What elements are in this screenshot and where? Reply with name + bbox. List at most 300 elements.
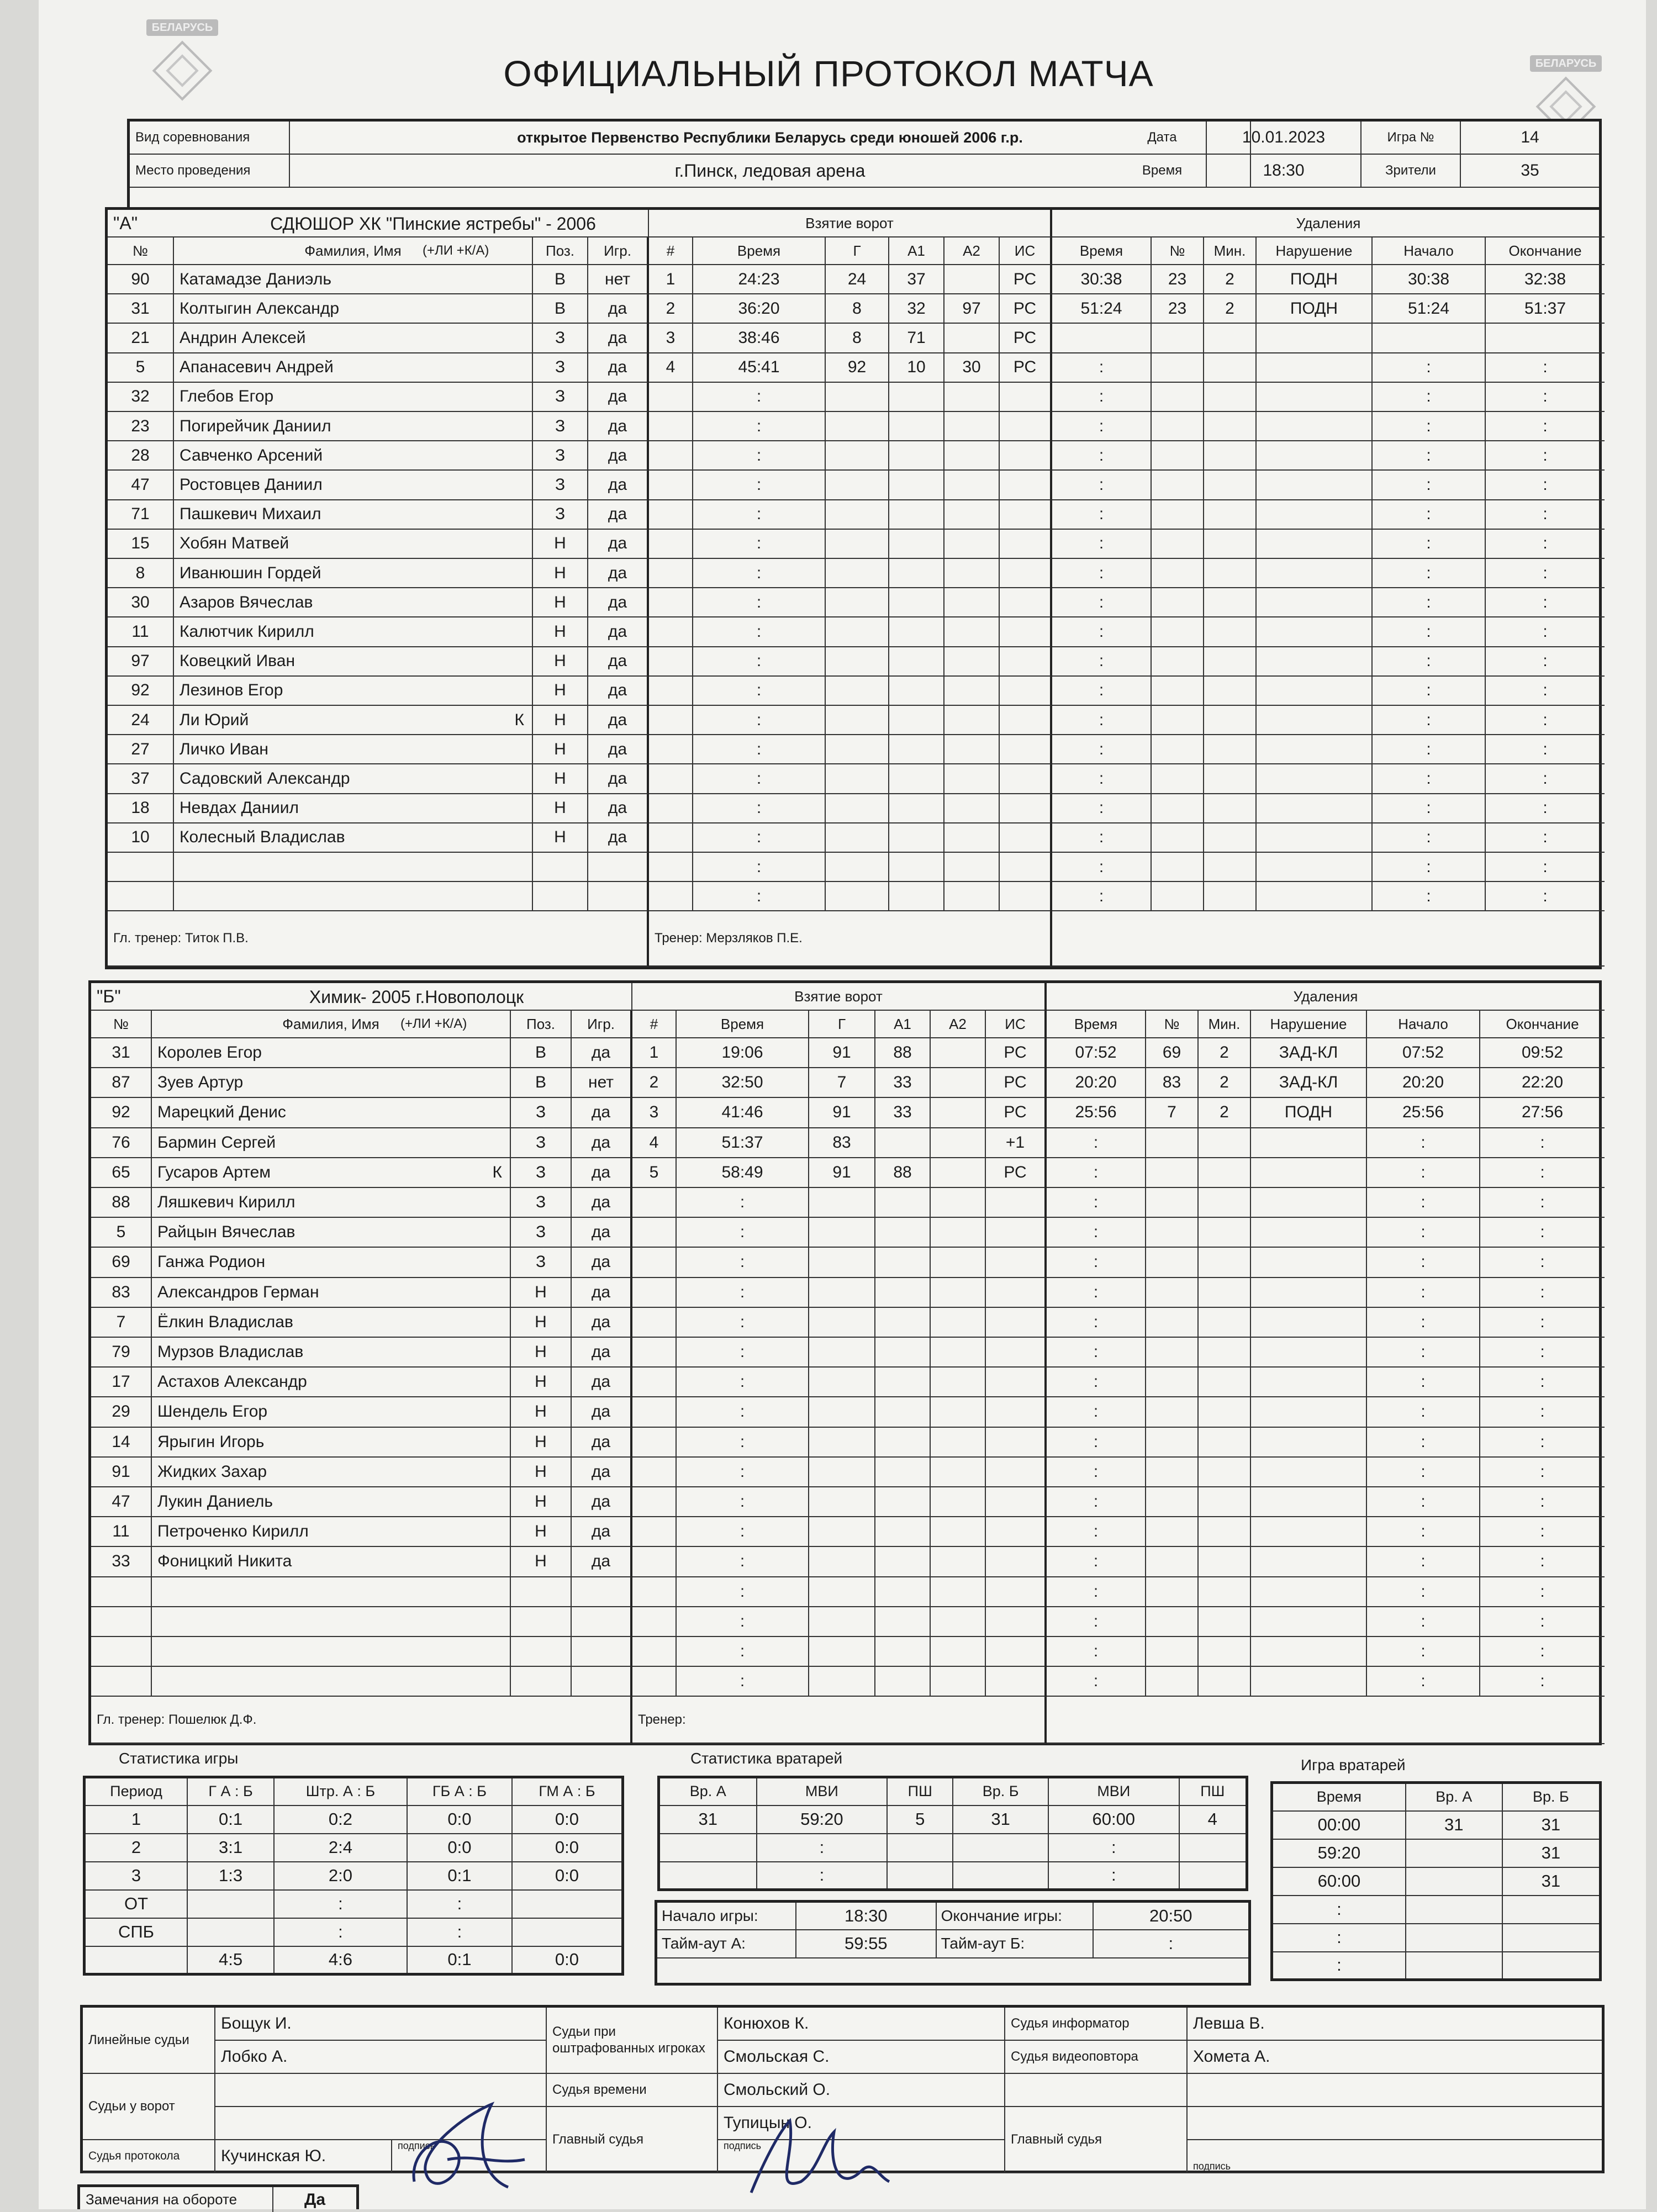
penalty-cell: :	[1486, 588, 1605, 617]
gk-game-table	[1270, 1781, 1602, 1981]
penalty-cell: :	[1047, 1458, 1146, 1487]
goal-cell	[826, 677, 889, 706]
player-played: да	[588, 617, 649, 647]
penalty-cell: :	[1373, 441, 1486, 471]
penalty-cell	[1152, 383, 1204, 412]
player-name: Фоницкий Никита	[152, 1547, 511, 1577]
goal-cell	[1000, 735, 1052, 764]
penalty-cell: :	[1486, 735, 1605, 764]
goal-cell: 5	[632, 1158, 677, 1188]
player-pos	[511, 1667, 572, 1697]
goal-cell	[632, 1577, 677, 1607]
penalty-cell: 07:52	[1047, 1038, 1146, 1068]
penalty-cell: 30:38	[1052, 265, 1152, 294]
penalty-cell: :	[1486, 500, 1605, 530]
penalty-cell	[1257, 617, 1373, 647]
goals-title: Взятие ворот	[632, 983, 1047, 1011]
player-pos: Н	[533, 588, 588, 617]
penalty-cell	[1204, 412, 1257, 441]
penalty-cell: :	[1480, 1547, 1605, 1577]
penalty-col-header: Окончание	[1480, 1011, 1605, 1038]
goal-cell: 10	[889, 353, 944, 383]
penalty-cell	[1199, 1188, 1251, 1218]
penalty-cell: :	[1367, 1517, 1480, 1547]
player-pos: З	[533, 324, 588, 353]
player-pos: В	[533, 294, 588, 324]
penalty-cell	[1373, 324, 1486, 353]
player-no: 47	[108, 471, 174, 500]
stat-cell: 1	[85, 1806, 188, 1834]
goal-cell	[809, 1368, 875, 1397]
goal-cell	[809, 1278, 875, 1308]
stat-header: Штр. А : Б	[274, 1777, 407, 1806]
penalty-cell: :	[1047, 1218, 1146, 1248]
penalty-cell: :	[1480, 1368, 1605, 1397]
goal-cell	[875, 1547, 931, 1577]
penalty-cell	[1251, 1188, 1367, 1218]
penalty-cell: ЗАД-КЛ	[1251, 1038, 1367, 1068]
goal-cell	[826, 735, 889, 764]
penalty-cell: :	[1047, 1637, 1146, 1667]
stat-cell: :	[274, 1890, 407, 1918]
player-played	[572, 1577, 632, 1607]
time-label: Время	[1118, 155, 1207, 188]
penalty-cell	[1199, 1667, 1251, 1697]
goal-cell: :	[677, 1218, 809, 1248]
stat-cell	[1406, 1896, 1502, 1924]
player-pos: З	[511, 1098, 572, 1128]
goal-cell	[826, 794, 889, 823]
penalty-cell: :	[1486, 647, 1605, 677]
goal-cell	[875, 1368, 931, 1397]
goal-cell: РС	[986, 1098, 1047, 1128]
player-no: 90	[108, 265, 174, 294]
goal-cell	[875, 1458, 931, 1487]
goal-cell	[986, 1667, 1047, 1697]
game-no-label: Игра №	[1362, 122, 1461, 155]
goal-cell	[931, 1308, 986, 1338]
player-pos: З	[511, 1158, 572, 1188]
goal-cell	[826, 441, 889, 471]
game-times-table	[655, 1900, 1251, 1986]
referee2-value	[1188, 2107, 1602, 2140]
player-pos: Н	[533, 735, 588, 764]
penalty-cell: :	[1480, 1517, 1605, 1547]
info-judge-label: Судья информатор	[1005, 2008, 1188, 2041]
penalty-cell	[1146, 1637, 1199, 1667]
goal-cell	[944, 559, 1000, 588]
goal-cell: РС	[1000, 324, 1052, 353]
goal-cell: :	[677, 1248, 809, 1277]
player-pos: Н	[511, 1278, 572, 1308]
player-pos: Н	[533, 530, 588, 559]
goal-cell	[809, 1308, 875, 1338]
blank-cell	[1005, 2074, 1188, 2107]
penalty-cell	[1257, 353, 1373, 383]
penalty-cell: :	[1486, 617, 1605, 647]
penalty-cell: :	[1480, 1278, 1605, 1308]
goal-cell	[826, 764, 889, 794]
penalty-cell	[1257, 823, 1373, 853]
penalty-cell	[1146, 1577, 1199, 1607]
stat-cell: 0:0	[512, 1946, 623, 1975]
penalty-cell: :	[1047, 1487, 1146, 1517]
penalty-cell: :	[1047, 1667, 1146, 1697]
penalty-cell	[1146, 1397, 1199, 1427]
player-played	[572, 1667, 632, 1697]
penalty-cell: 2	[1204, 265, 1257, 294]
penalty-cell	[1251, 1637, 1367, 1667]
goal-cell	[826, 588, 889, 617]
penalty-cell: 2	[1204, 294, 1257, 324]
stat-cell: 59:20	[757, 1806, 888, 1834]
goal-cell	[1000, 794, 1052, 823]
player-name: Колесный Владислав	[174, 823, 533, 853]
goal-cell	[931, 1278, 986, 1308]
goal-cell	[875, 1637, 931, 1667]
goal-cell	[889, 764, 944, 794]
penalties-footer	[1052, 911, 1605, 967]
player-pos: Н	[511, 1547, 572, 1577]
stat-cell: 60:00	[1272, 1867, 1406, 1896]
player-no: 11	[108, 617, 174, 647]
stat-cell	[1179, 1862, 1247, 1890]
player-played: да	[572, 1547, 632, 1577]
penalty-cell	[1251, 1577, 1367, 1607]
penalty-cell: :	[1486, 853, 1605, 882]
goal-cell	[931, 1428, 986, 1458]
player-no: 11	[91, 1517, 152, 1547]
player-played	[588, 853, 649, 882]
player-played: да	[588, 647, 649, 677]
penalty-cell	[1257, 559, 1373, 588]
penalty-cell	[1204, 324, 1257, 353]
goal-cell	[944, 853, 1000, 882]
penalty-cell	[1257, 530, 1373, 559]
col-pos-header: Поз.	[511, 1011, 572, 1038]
player-name: Хобян Матвей	[174, 530, 533, 559]
penalty-cell	[1204, 677, 1257, 706]
stat-cell: 4	[1179, 1806, 1247, 1834]
spectators-label: Зрители	[1362, 155, 1461, 188]
player-pos: Н	[511, 1487, 572, 1517]
player-name: Катамадзе Даниэль	[174, 265, 533, 294]
penalty-cell: :	[1480, 1308, 1605, 1338]
goal-cell: :	[677, 1428, 809, 1458]
goal-cell	[875, 1338, 931, 1368]
goal-cell	[889, 794, 944, 823]
penalty-cell	[1199, 1607, 1251, 1637]
head-coach: Гл. тренер: Пошелюк Д.Ф.	[91, 1697, 632, 1744]
goal-cell	[632, 1308, 677, 1338]
player-played: да	[572, 1188, 632, 1218]
player-pos: В	[511, 1038, 572, 1068]
player-name: Гусаров Артем К	[152, 1158, 511, 1188]
player-played: да	[572, 1487, 632, 1517]
penalty-cell: :	[1047, 1128, 1146, 1158]
goal-cell: :	[693, 853, 826, 882]
penalty-cell	[1257, 471, 1373, 500]
goal-cell: 7	[809, 1068, 875, 1098]
penalties-footer	[1047, 1697, 1605, 1744]
timeout-a-value: 59:55	[796, 1930, 936, 1958]
goal-cell	[986, 1428, 1047, 1458]
player-name: Глебов Егор	[174, 383, 533, 412]
penalty-cell: :	[1486, 559, 1605, 588]
col-name-header: Фамилия, Имя	[174, 237, 533, 265]
stat-cell	[512, 1918, 623, 1946]
penalty-cell	[1251, 1128, 1367, 1158]
goal-cell	[809, 1218, 875, 1248]
player-name: Колтыгин Александр	[174, 294, 533, 324]
goal-cell	[826, 706, 889, 735]
stat-cell	[187, 1890, 274, 1918]
penalty-cell	[1152, 588, 1204, 617]
player-name: Шендель Егор	[152, 1397, 511, 1427]
col-played-header: Игр.	[572, 1011, 632, 1038]
goal-cell: :	[677, 1368, 809, 1397]
gk-stats-table	[657, 1776, 1248, 1891]
player-pos: В	[511, 1068, 572, 1098]
penalty-cell	[1204, 441, 1257, 471]
penalty-cell	[1257, 500, 1373, 530]
penalty-cell	[1257, 764, 1373, 794]
goal-cell	[1000, 823, 1052, 853]
player-played: да	[572, 1158, 632, 1188]
stat-header: Вр. Б	[1502, 1783, 1601, 1811]
penalty-judge-2: Смольская С.	[718, 2041, 1005, 2074]
goal-cell	[986, 1487, 1047, 1517]
goal-cell	[875, 1517, 931, 1547]
goal-cell: 91	[809, 1038, 875, 1068]
goal-cell: :	[677, 1607, 809, 1637]
penalty-cell: :	[1052, 530, 1152, 559]
stat-cell: :	[407, 1890, 512, 1918]
penalty-cell: :	[1367, 1577, 1480, 1607]
goal-cell	[931, 1637, 986, 1667]
penalty-cell	[1146, 1547, 1199, 1577]
goal-cell: :	[693, 441, 826, 471]
penalty-cell	[1257, 588, 1373, 617]
penalty-cell: :	[1480, 1637, 1605, 1667]
player-played: да	[588, 353, 649, 383]
stat-header: МВИ	[757, 1777, 888, 1806]
player-played: нет	[588, 265, 649, 294]
penalty-cell: :	[1052, 412, 1152, 441]
player-pos: Н	[533, 706, 588, 735]
penalty-cell: :	[1367, 1218, 1480, 1248]
penalty-cell: :	[1373, 647, 1486, 677]
player-pos: Н	[511, 1458, 572, 1487]
player-pos: Н	[511, 1308, 572, 1338]
penalty-cell: ЗАД-КЛ	[1251, 1068, 1367, 1098]
player-played: да	[572, 1248, 632, 1277]
penalty-cell: :	[1047, 1188, 1146, 1218]
goal-col-header: А1	[889, 237, 944, 265]
penalty-cell: :	[1480, 1158, 1605, 1188]
goal-cell	[809, 1248, 875, 1277]
penalty-cell	[1152, 794, 1204, 823]
penalty-cell: :	[1480, 1188, 1605, 1218]
penalties-title: Удаления	[1047, 983, 1605, 1011]
player-played: да	[588, 735, 649, 764]
penalty-cell	[1152, 735, 1204, 764]
goal-cell	[1000, 530, 1052, 559]
penalty-cell: ПОДН	[1257, 294, 1373, 324]
penalty-cell	[1152, 647, 1204, 677]
penalty-cell: 83	[1146, 1068, 1199, 1098]
penalty-cell: :	[1047, 1368, 1146, 1397]
penalty-cell: :	[1047, 1308, 1146, 1338]
player-no: 18	[108, 794, 174, 823]
stat-cell: :	[757, 1834, 888, 1862]
goal-cell: 71	[889, 324, 944, 353]
penalty-cell	[1204, 383, 1257, 412]
player-played: да	[572, 1458, 632, 1487]
player-name: Петроченко Кирилл	[152, 1517, 511, 1547]
stat-header: ПШ	[1179, 1777, 1247, 1806]
stat-cell: 60:00	[1048, 1806, 1179, 1834]
goal-cell: 97	[944, 294, 1000, 324]
goal-cell	[931, 1577, 986, 1607]
player-no	[91, 1667, 152, 1697]
player-name	[152, 1577, 511, 1607]
penalty-cell: 51:37	[1486, 294, 1605, 324]
remarks-box	[77, 2184, 359, 2209]
penalty-cell	[1204, 794, 1257, 823]
player-name: Марецкий Денис	[152, 1098, 511, 1128]
penalty-cell	[1146, 1278, 1199, 1308]
stat-cell: :	[407, 1918, 512, 1946]
penalty-cell	[1152, 677, 1204, 706]
penalty-cell: :	[1373, 706, 1486, 735]
penalty-cell: :	[1052, 471, 1152, 500]
player-no: 5	[108, 353, 174, 383]
goal-cell	[649, 735, 693, 764]
penalty-cell: :	[1052, 706, 1152, 735]
goal-cell	[809, 1458, 875, 1487]
penalty-cell: :	[1480, 1458, 1605, 1487]
player-no: 71	[108, 500, 174, 530]
penalty-box-label: Судьи при оштрафованных игроках	[547, 2008, 718, 2074]
goal-cell	[875, 1308, 931, 1338]
goal-cell	[809, 1547, 875, 1577]
goal-cell	[889, 853, 944, 882]
goal-cell	[986, 1248, 1047, 1277]
coach: Тренер: Мерзляков П.Е.	[649, 911, 1052, 967]
goal-cell: 30	[944, 353, 1000, 383]
penalty-cell: :	[1047, 1547, 1146, 1577]
info-judge-value: Левша В.	[1188, 2008, 1602, 2041]
penalty-cell	[1146, 1158, 1199, 1188]
penalty-cell: :	[1480, 1397, 1605, 1427]
penalty-cell	[1257, 735, 1373, 764]
goal-cell: 2	[632, 1068, 677, 1098]
penalty-cell	[1251, 1158, 1367, 1188]
goal-cell	[826, 853, 889, 882]
stat-cell: 31	[953, 1806, 1048, 1834]
stat-cell: 2:4	[274, 1834, 407, 1862]
goal-cell: :	[693, 794, 826, 823]
player-name: Бармин Сергей	[152, 1128, 511, 1158]
player-no: 7	[91, 1308, 152, 1338]
penalty-cell: :	[1480, 1248, 1605, 1277]
penalty-cell: :	[1486, 882, 1605, 911]
goal-cell: :	[693, 588, 826, 617]
player-played	[588, 882, 649, 911]
player-pos: З	[511, 1128, 572, 1158]
player-no: 31	[91, 1038, 152, 1068]
date-label: Дата	[1118, 122, 1207, 155]
player-name: Александров Герман	[152, 1278, 511, 1308]
penalty-judge-1: Конюхов К.	[718, 2008, 1005, 2041]
goal-cell	[875, 1667, 931, 1697]
col-no-header: №	[91, 1011, 152, 1038]
timeout-a-label: Тайм-аут А:	[656, 1930, 796, 1958]
goal-cell	[1000, 471, 1052, 500]
stat-header: ГМ А : Б	[512, 1777, 623, 1806]
team-a-section	[105, 207, 1602, 969]
goal-cell	[931, 1068, 986, 1098]
goal-cell: 91	[809, 1158, 875, 1188]
stat-header: Г А : Б	[187, 1777, 274, 1806]
goal-cell	[889, 412, 944, 441]
goal-cell: :	[693, 764, 826, 794]
player-no: 79	[91, 1338, 152, 1368]
goal-cell: 19:06	[677, 1038, 809, 1068]
stat-cell: :	[274, 1918, 407, 1946]
goal-cell	[649, 559, 693, 588]
venue-value: г.Пинск, ледовая арена	[290, 155, 1251, 188]
stat-cell	[1406, 1867, 1502, 1896]
player-name: Ганжа Родион	[152, 1248, 511, 1277]
goal-cell	[931, 1397, 986, 1427]
stat-cell: 31	[1502, 1811, 1601, 1839]
goal-cell	[931, 1547, 986, 1577]
goal-cell: :	[677, 1397, 809, 1427]
goal-cell: 88	[875, 1038, 931, 1068]
player-name: Савченко Арсений	[174, 441, 533, 471]
remarks-value: Да	[304, 2190, 326, 2209]
stat-header: ПШ	[887, 1777, 953, 1806]
penalty-col-header: Окончание	[1486, 237, 1605, 265]
player-no: 5	[91, 1218, 152, 1248]
stat-cell	[887, 1862, 953, 1890]
player-name: Азаров Вячеслав	[174, 588, 533, 617]
penalty-cell	[1204, 559, 1257, 588]
goal-cell	[649, 794, 693, 823]
penalty-cell: :	[1486, 383, 1605, 412]
goal-cell	[889, 500, 944, 530]
penalty-cell	[1251, 1547, 1367, 1577]
stat-cell	[1502, 1924, 1601, 1952]
penalty-cell	[1251, 1607, 1367, 1637]
goal-cell: 37	[889, 265, 944, 294]
penalty-cell: :	[1486, 794, 1605, 823]
goal-cell	[986, 1637, 1047, 1667]
goal-cell: 8	[826, 294, 889, 324]
goal-col-header: Время	[693, 237, 826, 265]
player-pos	[533, 853, 588, 882]
goal-cell: РС	[1000, 294, 1052, 324]
goal-judges-label: Судьи у ворот	[83, 2074, 215, 2140]
stat-cell: 0:1	[407, 1862, 512, 1890]
goal-cell: :	[677, 1487, 809, 1517]
captain-mark: К	[492, 1163, 502, 1181]
goal-cell: РС	[986, 1158, 1047, 1188]
goal-col-header: ИС	[1000, 237, 1052, 265]
penalty-cell	[1199, 1368, 1251, 1397]
